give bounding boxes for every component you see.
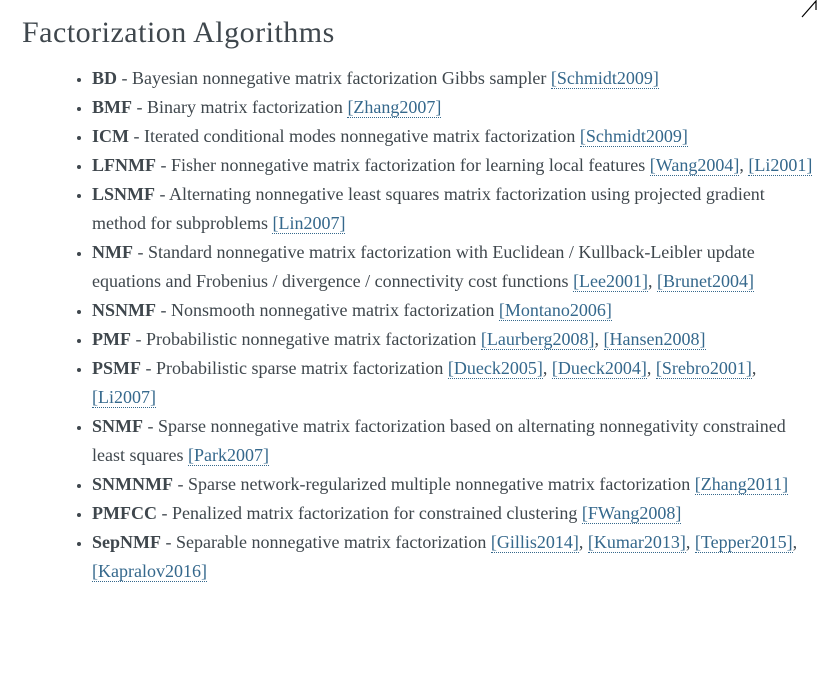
algorithm-item <box>92 64 813 93</box>
algorithm-description: Fisher nonnegative matrix factorization for learning local features <box>170 155 650 175</box>
algorithm-abbr: NSNMF <box>92 300 156 320</box>
abbr-separator: - <box>161 532 176 552</box>
citation-link[interactable]: [Srebro2001] <box>655 358 752 378</box>
algorithm-description: Iterated conditional modes nonnegative matrix factorization <box>144 126 580 146</box>
algorithm-item <box>92 180 813 238</box>
cursor-icon <box>801 0 819 18</box>
abbr-separator: - <box>172 474 188 494</box>
algorithm-abbr: PMFCC <box>92 503 157 523</box>
algorithm-description: Sparse network-regularized multiple nonnegative matrix factorization <box>187 474 695 494</box>
citation-link[interactable]: [Wang2004] <box>649 155 740 175</box>
ref-separator: , <box>542 358 552 378</box>
citation-link[interactable]: [Gillis2014] <box>490 532 579 552</box>
citation-link[interactable]: [Park2007] <box>187 445 269 465</box>
algorithm-item <box>92 93 813 122</box>
abbr-separator: - <box>132 97 147 117</box>
algorithm-item <box>92 528 813 586</box>
algorithm-abbr: PSMF <box>92 358 141 378</box>
algorithm-item <box>92 470 813 499</box>
algorithm-item <box>92 296 813 325</box>
algorithm-abbr: SNMF <box>92 416 143 436</box>
citation-link[interactable]: [Montano2006] <box>498 300 612 320</box>
abbr-separator: - <box>130 329 146 349</box>
abbr-separator: - <box>143 416 158 436</box>
algorithm-item <box>92 122 813 151</box>
page-title: Factorization Algorithms <box>22 16 335 49</box>
algorithm-abbr: NMF <box>92 242 133 262</box>
citation-link[interactable]: [Kumar2013] <box>587 532 686 552</box>
algorithm-abbr: PMF <box>92 329 131 349</box>
abbr-separator: - <box>132 242 148 262</box>
ref-separator: , <box>594 329 604 349</box>
citation-link[interactable]: [Dueck2005] <box>447 358 543 378</box>
citation-link[interactable]: [Brunet2004] <box>657 271 755 291</box>
algorithm-description: Probabilistic sparse matrix factorization <box>156 358 448 378</box>
ref-separator: , <box>685 532 695 552</box>
algorithm-item <box>92 151 813 180</box>
abbr-separator: - <box>117 68 133 88</box>
algorithm-abbr: SNMNMF <box>92 474 173 494</box>
citation-link[interactable]: [Li2001] <box>748 155 813 175</box>
citation-link[interactable]: [Kapralov2016] <box>92 561 207 581</box>
citation-link[interactable]: [FWang2008] <box>581 503 682 523</box>
algorithm-abbr: BD <box>92 68 118 88</box>
citation-link[interactable]: [Li2007] <box>92 387 156 407</box>
ref-separator: , <box>578 532 588 552</box>
ref-separator: , <box>739 155 749 175</box>
algorithm-item <box>92 499 813 528</box>
citation-link[interactable]: [Hansen2008] <box>603 329 706 349</box>
ref-separator: , <box>792 532 798 552</box>
abbr-separator: - <box>155 155 171 175</box>
citation-link[interactable]: [Lin2007] <box>272 213 346 233</box>
citation-link[interactable]: [Dueck2004] <box>551 358 647 378</box>
algorithm-item <box>92 238 813 296</box>
algorithm-abbr: LSNMF <box>92 184 155 204</box>
algorithm-description: Binary matrix factorization <box>147 97 348 117</box>
ref-separator: , <box>648 271 658 291</box>
algorithm-abbr: ICM <box>92 126 129 146</box>
abbr-separator: - <box>129 126 144 146</box>
algorithm-list <box>0 64 825 586</box>
abbr-separator: - <box>156 503 172 523</box>
citation-link[interactable]: [Schmidt2009] <box>550 68 659 88</box>
algorithm-item <box>92 412 813 470</box>
abbr-separator: - <box>141 358 156 378</box>
algorithm-item <box>92 354 813 412</box>
citation-link[interactable]: [Zhang2011] <box>694 474 789 494</box>
algorithm-description: Probabilistic nonnegative matrix factorization <box>145 329 481 349</box>
algorithm-description: Separable nonnegative matrix factorization <box>176 532 491 552</box>
algorithm-description: Bayesian nonnegative matrix factorization Gibbs sampler <box>132 68 551 88</box>
citation-link[interactable]: [Tepper2015] <box>694 532 793 552</box>
ref-separator: , <box>751 358 757 378</box>
abbr-separator: - <box>156 300 171 320</box>
algorithm-description: Sparse nonnegative matrix factorization based on alternating nonnegativity constrained least squares <box>92 416 786 465</box>
algorithm-description: Penalized matrix factorization for constrained clustering <box>171 503 582 523</box>
citation-link[interactable]: [Laurberg2008] <box>480 329 595 349</box>
algorithm-item <box>92 325 813 354</box>
ref-separator: , <box>646 358 656 378</box>
citation-link[interactable]: [Zhang2007] <box>347 97 442 117</box>
abbr-separator: - <box>155 184 170 204</box>
algorithm-abbr: SepNMF <box>92 532 161 552</box>
algorithm-description: Standard nonnegative matrix factorization with Euclidean / Kullback-Leibler update equations and Frobenius / divergence / connectivity cost functions <box>92 242 755 291</box>
algorithm-description: Nonsmooth nonnegative matrix factorization <box>171 300 499 320</box>
algorithm-description: Alternating nonnegative least squares matrix factorization using projected gradient method for subproblems <box>92 184 765 233</box>
citation-link[interactable]: [Lee2001] <box>573 271 649 291</box>
citation-link[interactable]: [Schmidt2009] <box>579 126 688 146</box>
algorithm-abbr: LFNMF <box>92 155 156 175</box>
algorithm-abbr: BMF <box>92 97 132 117</box>
